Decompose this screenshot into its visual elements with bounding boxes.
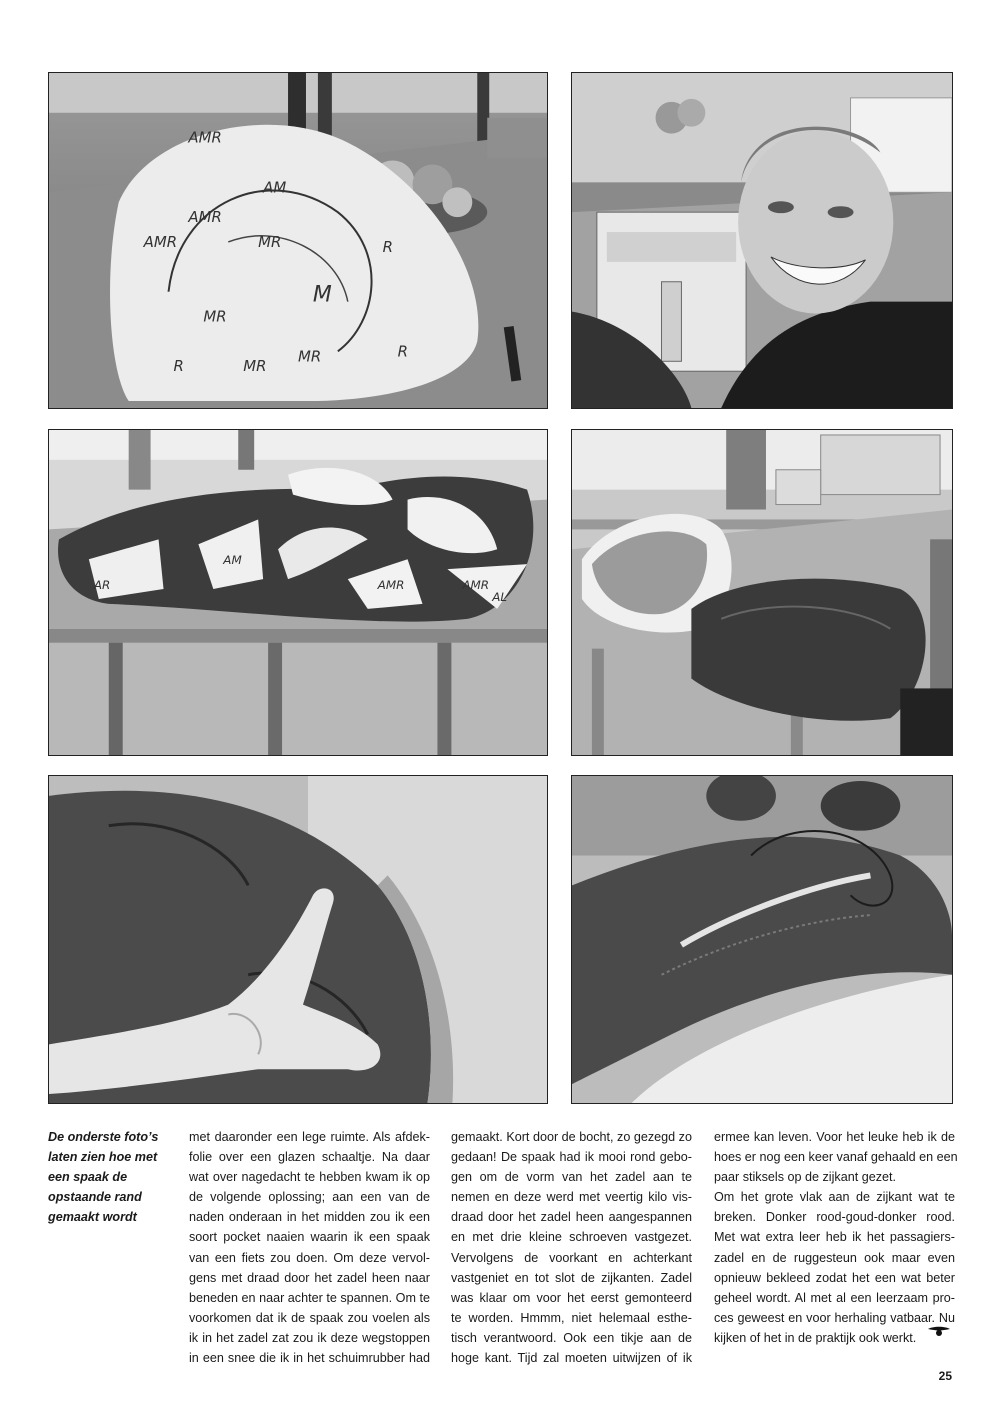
- text-line: beneden en naar achter te spannen. Om te: [189, 1290, 430, 1305]
- pattern-label: R: [173, 357, 184, 376]
- photo-man-sewing-machine: [571, 72, 953, 409]
- text-line: vastgeniet en tot slot de zijkanten. Zadel: [451, 1270, 692, 1285]
- text-line: gen om de vorm van het zadel aan te: [451, 1170, 692, 1185]
- pattern-label: MR: [298, 347, 322, 366]
- text-line: naden onderaan in het midden zou ik een: [189, 1210, 430, 1225]
- photo-spoke-in-seam: [571, 775, 953, 1104]
- text-line: ik in het zadel zat zou ik deze wegstoppen: [189, 1330, 430, 1345]
- text-line: folie over een glazen schaaltje. Na daar: [189, 1150, 430, 1165]
- caption-line: opstaande rand: [48, 1190, 142, 1204]
- text-line: geheel wordt. Al met al een leerzaam pro-: [714, 1290, 955, 1305]
- pattern-label: AMR: [377, 578, 405, 593]
- text-line: nemen en deze werd met veertig kilo vis-: [451, 1190, 692, 1205]
- text-line: hoes er nog een keer vanaf gehaald en een: [714, 1150, 958, 1165]
- text-line: zadel en de ruggesteun ook maar even: [714, 1250, 955, 1265]
- text-line: opnieuw bekleed zodat het een wat beter: [714, 1270, 955, 1285]
- article-column-2: [451, 1127, 692, 1368]
- text-line: Met wat extra leer heb ik het passagiers-: [714, 1230, 955, 1245]
- text-line: soort pocket naaien waarin ik een spaak: [189, 1230, 430, 1245]
- text-line: met daaronder een lege ruimte. Als afdek-: [189, 1130, 430, 1144]
- text-line: wat over nagedacht te hebben kwam ik op: [189, 1170, 430, 1185]
- photo-paper-pattern-saddle: [48, 72, 548, 409]
- pattern-label: MR: [243, 357, 267, 376]
- caption-line: gemaakt wordt: [48, 1210, 137, 1224]
- text-line: te worden. Hmmm, niet helemaal esthe-: [451, 1310, 692, 1325]
- text-line: gemaakt. Kort door de bocht, zo gezegd zo: [451, 1130, 692, 1144]
- caption-line: De onderste foto’s: [48, 1130, 159, 1144]
- caption-line: een spaak de: [48, 1170, 128, 1184]
- text-line: hoge kant. Tijd zal moeten uitwijzen of ik: [451, 1351, 692, 1366]
- pattern-label: AR: [93, 578, 111, 593]
- pattern-label: AM: [263, 178, 287, 197]
- pattern-label: AMR: [188, 128, 222, 147]
- text-line: was klaar om voor het eerst gemonteerd: [451, 1290, 692, 1305]
- pattern-label: M: [312, 282, 332, 308]
- photo-finger-seam-closeup: [48, 775, 548, 1104]
- text-line: Vervolgens de voorkant en achterkant: [451, 1250, 692, 1265]
- text-line: van een fiets zou doen. Om deze vervol-: [189, 1250, 430, 1265]
- pattern-label: R: [382, 237, 394, 256]
- caption-line: laten zien hoe met: [48, 1150, 158, 1164]
- pattern-label: AM: [223, 553, 242, 568]
- text-line: ermee kan leven. Voor het leuke heb ik de: [714, 1130, 955, 1144]
- text-line: gedaan! De spaak had ik mooi rond gebo-: [451, 1150, 692, 1165]
- pattern-label: AL: [492, 589, 508, 604]
- text-line: in een snee die ik in het schuimrubber had: [189, 1351, 430, 1366]
- article-column-1: [189, 1127, 430, 1368]
- photo-leather-pattern-pieces: [48, 429, 548, 756]
- text-line: de volgende oplossing; aan een van de: [189, 1190, 430, 1205]
- pattern-label: AMR: [462, 578, 490, 593]
- text-line: gens met draad door het zadel heen naar: [189, 1270, 430, 1285]
- text-line: tisch verantwoord. Ook een tikje aan de: [451, 1330, 692, 1345]
- pattern-label: MR: [258, 232, 282, 251]
- photo-caption: [48, 1127, 166, 1227]
- text-line: en met drie kleine schroeven vastgezet.: [451, 1230, 692, 1245]
- text-line: paar stiksels op de zijkant gezet.: [714, 1170, 897, 1185]
- pattern-label: AMR: [143, 232, 178, 251]
- text-line: voorkomen dat ik de spaak zou voelen als: [189, 1310, 430, 1325]
- text-line: ces geweest en voor herhaling vatbaar. Nu: [714, 1310, 955, 1325]
- page-number: 25: [938, 1369, 952, 1383]
- pattern-label: MR: [203, 307, 227, 326]
- end-of-article-icon: [927, 1325, 951, 1337]
- text-line: kijken of het in de praktijk ook werkt.: [714, 1330, 917, 1345]
- text-line: breken. Donker rood-goud-donker rood.: [714, 1210, 955, 1225]
- text-line: Om het grote vlak aan de zijkant wat te: [714, 1190, 955, 1205]
- text-line: draad door het zadel heen aangespannen: [451, 1210, 692, 1225]
- article-column-3: [714, 1127, 958, 1348]
- pattern-label: R: [397, 342, 408, 361]
- photo-foam-saddle-leather: [571, 429, 953, 756]
- pattern-label: AMR: [188, 208, 222, 227]
